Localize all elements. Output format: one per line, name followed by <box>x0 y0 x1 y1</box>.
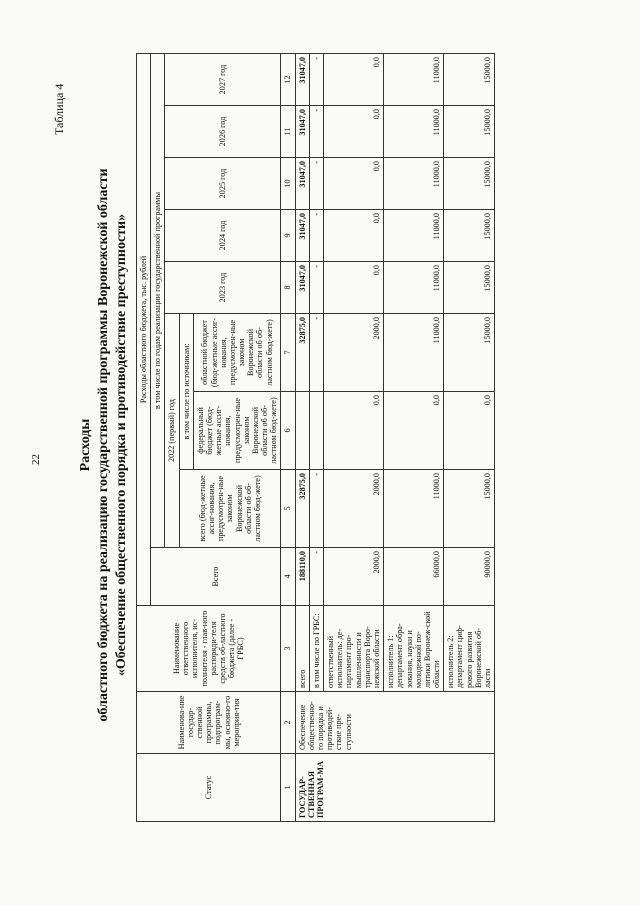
value-cell: - <box>309 314 323 392</box>
col-number: 10 <box>281 158 295 210</box>
header-name: Наименова-ние государ-ственной программы, подпрограм-мы, основно-го мероприя-тия <box>137 692 281 754</box>
value-cell: 11000,0 <box>384 106 444 158</box>
value-cell: 32875,0 <box>295 314 309 392</box>
header-year-2026: 2026 год <box>165 106 281 158</box>
table-row <box>295 54 309 822</box>
value-cell: 0,0 <box>324 158 384 210</box>
executor-cell: ответственный исполнитель: де-партамент про-мышленности и транспорта Воро-нежской области <box>324 606 384 692</box>
header-year-2027: 2027 год <box>165 54 281 106</box>
executor-cell: в том числе по ГРБС: <box>309 606 323 692</box>
header-all-including: всего (бюд-жетные ассиг-нования, предусмотрен-ные законом Воронежской области об об-ластном бюд-жете) <box>179 470 281 548</box>
value-cell: 188110,0 <box>295 548 309 606</box>
header-year-2023: 2023 год <box>165 262 281 314</box>
header-by-years: в том числе по годам реализации государственной программы <box>151 54 165 548</box>
value-cell: - <box>309 210 323 262</box>
program-name-cell: Обеспечение общественно-го порядка и противодей-ствие пре-ступности <box>295 692 495 754</box>
value-cell: 0,0 <box>324 262 384 314</box>
value-cell: - <box>309 262 323 314</box>
col-number: 12 <box>281 54 295 106</box>
value-cell: 2000,0 <box>324 470 384 548</box>
header-status: Статус <box>137 754 281 822</box>
value-cell: 11000,0 <box>384 262 444 314</box>
document-subtitle: областного бюджета на реализацию государственной программы Воронежской области <box>96 168 111 722</box>
header-expenses-group: Расходы областного бюджета, тыс. рублей <box>137 54 151 606</box>
value-cell: 15000,0 <box>444 54 495 106</box>
value-cell: 2000,0 <box>324 314 384 392</box>
header-year-2024: 2024 год <box>165 210 281 262</box>
value-cell: 15000,0 <box>444 210 495 262</box>
value-cell: 15000,0 <box>444 470 495 548</box>
value-cell: 11000,0 <box>384 314 444 392</box>
header-executor: Наименование ответственного исполнителя, ис-полнителя - глав-ного распоряди-теля средств об-ластного бюджета (далее - ГРБС) <box>137 606 281 692</box>
status-cell: ГОСУДАР-СТВЕННАЯ ПРОГРАМ-МА <box>295 754 495 822</box>
col-number: 9 <box>281 210 295 262</box>
value-cell: 11000,0 <box>384 158 444 210</box>
value-cell: - <box>309 158 323 210</box>
header-federal: федеральный бюджет (бюд-жетные ассиг-нования, предусмотрен-ные законом Воронежской области об об-ластном бюд-жете) <box>193 392 281 470</box>
executor-cell: исполнитель 2: департамент циф-рового развития Воронежской об-ласти <box>444 606 495 692</box>
value-cell: 11000,0 <box>384 210 444 262</box>
value-cell <box>309 392 323 470</box>
value-cell: 0,0 <box>324 54 384 106</box>
value-cell: 15000,0 <box>444 158 495 210</box>
value-cell: 31047,0 <box>295 210 309 262</box>
col-number: 7 <box>281 314 295 392</box>
value-cell: - <box>309 106 323 158</box>
value-cell: 0,0 <box>384 392 444 470</box>
value-cell: 15000,0 <box>444 262 495 314</box>
document-title: Расходы <box>78 418 93 472</box>
value-cell: 31047,0 <box>295 54 309 106</box>
executor-cell: всего <box>295 606 309 692</box>
value-cell: 0,0 <box>324 210 384 262</box>
executor-cell: исполнитель 1: департамент обра-зования, науки и молодежной по-литики Воронеж-ской области <box>384 606 444 692</box>
col-number: 6 <box>281 392 295 470</box>
col-number: 11 <box>281 106 295 158</box>
header-year-2022: 2022 (первый) год <box>165 314 179 548</box>
col-number: 2 <box>281 692 295 754</box>
col-number: 1 <box>281 754 295 822</box>
value-cell: 11000,0 <box>384 54 444 106</box>
value-cell: 32875,0 <box>295 470 309 548</box>
value-cell <box>295 392 309 470</box>
column-numbers-row <box>281 54 295 822</box>
table-label: Таблица 4 <box>52 83 66 135</box>
expenses-table <box>136 53 495 822</box>
col-number: 4 <box>281 548 295 606</box>
header-by-sources: в том числе по источникам: <box>179 314 193 470</box>
col-number: 5 <box>281 470 295 548</box>
page-number: 22 <box>30 454 42 465</box>
value-cell: - <box>309 470 323 548</box>
value-cell: 90000,0 <box>444 548 495 606</box>
value-cell: 31047,0 <box>295 106 309 158</box>
col-number: 8 <box>281 262 295 314</box>
value-cell: 0,0 <box>324 106 384 158</box>
value-cell: - <box>309 54 323 106</box>
value-cell: 31047,0 <box>295 262 309 314</box>
header-regional: областной бюджет (бюд-жетные ассиг-нования, предусмотрен-ные законом Воронежской области об об-ластном бюд-жете) <box>193 314 281 392</box>
value-cell: 66000,0 <box>384 548 444 606</box>
header-total: Всего <box>151 548 281 606</box>
value-cell: 15000,0 <box>444 106 495 158</box>
col-number: 3 <box>281 606 295 692</box>
value-cell: 15000,0 <box>444 314 495 392</box>
value-cell: 0,0 <box>444 392 495 470</box>
value-cell: 2000,0 <box>324 548 384 606</box>
value-cell: 11000,0 <box>384 470 444 548</box>
value-cell: 31047,0 <box>295 158 309 210</box>
header-year-2025: 2025 год <box>165 158 281 210</box>
value-cell: - <box>309 548 323 606</box>
value-cell: 0,0 <box>324 392 384 470</box>
program-title: «Обеспечение общественного порядка и противодействие преступности» <box>114 213 129 677</box>
